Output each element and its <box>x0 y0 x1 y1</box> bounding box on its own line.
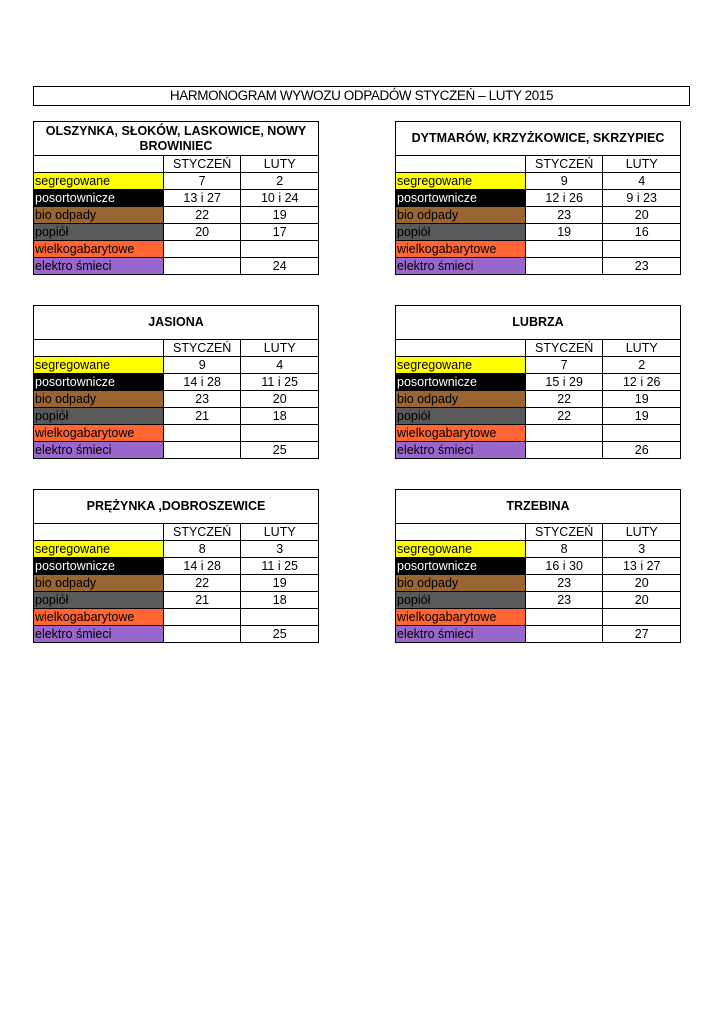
month-header-january: STYCZEŃ <box>525 524 603 541</box>
february-pickup-dates: 20 <box>603 575 681 592</box>
waste-category-label: segregowane <box>34 357 164 374</box>
january-pickup-dates: 12 i 26 <box>525 190 603 207</box>
february-pickup-dates: 24 <box>241 258 319 275</box>
january-pickup-dates: 21 <box>163 592 241 609</box>
blank-header-cell <box>34 340 164 357</box>
waste-category-label: popiół <box>396 592 526 609</box>
waste-category-label: popiół <box>396 224 526 241</box>
january-pickup-dates: 22 <box>163 207 241 224</box>
february-pickup-dates <box>603 241 681 258</box>
january-pickup-dates: 15 i 29 <box>525 374 603 391</box>
table-row <box>396 408 681 425</box>
january-pickup-dates: 14 i 28 <box>163 558 241 575</box>
january-pickup-dates <box>525 626 603 643</box>
february-pickup-dates: 20 <box>241 391 319 408</box>
january-pickup-dates <box>525 442 603 459</box>
table-row <box>396 241 681 258</box>
february-pickup-dates: 20 <box>603 592 681 609</box>
waste-category-label: popiół <box>34 408 164 425</box>
table-row <box>34 391 319 408</box>
january-pickup-dates: 23 <box>525 575 603 592</box>
january-pickup-dates: 23 <box>525 592 603 609</box>
table-row <box>396 609 681 626</box>
january-pickup-dates <box>525 241 603 258</box>
table-row <box>34 541 319 558</box>
blank-header-cell <box>396 524 526 541</box>
table-row <box>34 592 319 609</box>
month-header-february: LUTY <box>603 524 681 541</box>
waste-category-label: bio odpady <box>34 391 164 408</box>
table-row <box>396 592 681 609</box>
waste-category-label: elektro śmieci <box>34 626 164 643</box>
waste-category-label: segregowane <box>396 541 526 558</box>
waste-category-label: elektro śmieci <box>34 258 164 275</box>
february-pickup-dates: 16 <box>603 224 681 241</box>
february-pickup-dates: 3 <box>241 541 319 558</box>
february-pickup-dates: 10 i 24 <box>241 190 319 207</box>
waste-category-label: wielkogabarytowe <box>396 425 526 442</box>
february-pickup-dates: 23 <box>603 258 681 275</box>
february-pickup-dates <box>241 425 319 442</box>
february-pickup-dates: 3 <box>603 541 681 558</box>
waste-category-label: wielkogabarytowe <box>34 241 164 258</box>
table-row <box>396 173 681 190</box>
table-row <box>396 442 681 459</box>
table-row <box>34 442 319 459</box>
table-row <box>396 391 681 408</box>
january-pickup-dates: 23 <box>163 391 241 408</box>
february-pickup-dates: 11 i 25 <box>241 558 319 575</box>
february-pickup-dates: 12 i 26 <box>603 374 681 391</box>
waste-category-label: popiół <box>34 592 164 609</box>
table-row <box>34 224 319 241</box>
january-pickup-dates <box>163 241 241 258</box>
february-pickup-dates: 20 <box>603 207 681 224</box>
blank-header-cell <box>396 340 526 357</box>
january-pickup-dates <box>525 609 603 626</box>
february-pickup-dates: 11 i 25 <box>241 374 319 391</box>
january-pickup-dates: 22 <box>525 408 603 425</box>
january-pickup-dates: 19 <box>525 224 603 241</box>
february-pickup-dates: 19 <box>241 575 319 592</box>
waste-category-label: elektro śmieci <box>396 258 526 275</box>
blank-header-cell <box>396 156 526 173</box>
february-pickup-dates <box>603 609 681 626</box>
february-pickup-dates: 27 <box>603 626 681 643</box>
january-pickup-dates <box>163 609 241 626</box>
january-pickup-dates: 13 i 27 <box>163 190 241 207</box>
month-header-january: STYCZEŃ <box>163 156 241 173</box>
table-row <box>34 357 319 374</box>
table-row <box>396 425 681 442</box>
waste-category-label: bio odpady <box>34 575 164 592</box>
february-pickup-dates <box>241 241 319 258</box>
table-row <box>34 241 319 258</box>
table-row <box>34 173 319 190</box>
schedule-table <box>395 121 681 275</box>
location-name: DYTMARÓW, KRZYŻKOWICE, SKRZYPIEC <box>396 122 681 156</box>
month-header-january: STYCZEŃ <box>525 156 603 173</box>
table-row <box>34 575 319 592</box>
table-row <box>396 190 681 207</box>
waste-category-label: popiół <box>34 224 164 241</box>
table-row <box>396 374 681 391</box>
page-title: HARMONOGRAM WYWOZU ODPADÓW STYCZEŃ – LUTY 2015 <box>33 86 690 106</box>
waste-category-label: posortownicze <box>34 558 164 575</box>
schedule-table <box>395 489 681 643</box>
table-row <box>34 609 319 626</box>
waste-category-label: elektro śmieci <box>396 442 526 459</box>
table-row <box>396 258 681 275</box>
january-pickup-dates: 14 i 28 <box>163 374 241 391</box>
february-pickup-dates: 18 <box>241 408 319 425</box>
waste-category-label: elektro śmieci <box>34 442 164 459</box>
table-row <box>34 190 319 207</box>
february-pickup-dates: 18 <box>241 592 319 609</box>
february-pickup-dates: 19 <box>603 391 681 408</box>
waste-category-label: segregowane <box>34 541 164 558</box>
january-pickup-dates: 16 i 30 <box>525 558 603 575</box>
waste-category-label: bio odpady <box>396 207 526 224</box>
january-pickup-dates: 22 <box>525 391 603 408</box>
waste-category-label: segregowane <box>396 357 526 374</box>
table-row <box>34 258 319 275</box>
table-row <box>396 626 681 643</box>
february-pickup-dates: 2 <box>603 357 681 374</box>
waste-category-label: bio odpady <box>396 575 526 592</box>
location-name: PRĘŻYNKA ,DOBROSZEWICE <box>34 490 319 524</box>
month-header-february: LUTY <box>241 524 319 541</box>
blank-header-cell <box>34 156 164 173</box>
january-pickup-dates <box>163 425 241 442</box>
february-pickup-dates <box>241 609 319 626</box>
waste-category-label: bio odpady <box>396 391 526 408</box>
location-name: JASIONA <box>34 306 319 340</box>
table-row <box>34 374 319 391</box>
month-header-january: STYCZEŃ <box>163 524 241 541</box>
february-pickup-dates <box>603 425 681 442</box>
february-pickup-dates: 25 <box>241 442 319 459</box>
january-pickup-dates: 20 <box>163 224 241 241</box>
january-pickup-dates: 8 <box>525 541 603 558</box>
january-pickup-dates: 23 <box>525 207 603 224</box>
location-name: OLSZYNKA, SŁOKÓW, LASKOWICE, NOWY BROWINIEC <box>34 122 319 156</box>
waste-category-label: posortownicze <box>396 190 526 207</box>
february-pickup-dates: 25 <box>241 626 319 643</box>
february-pickup-dates: 4 <box>241 357 319 374</box>
waste-category-label: segregowane <box>34 173 164 190</box>
february-pickup-dates: 17 <box>241 224 319 241</box>
table-row <box>34 207 319 224</box>
january-pickup-dates: 8 <box>163 541 241 558</box>
february-pickup-dates: 13 i 27 <box>603 558 681 575</box>
waste-category-label: popiół <box>396 408 526 425</box>
table-row <box>34 425 319 442</box>
month-header-january: STYCZEŃ <box>163 340 241 357</box>
waste-category-label: segregowane <box>396 173 526 190</box>
location-name: LUBRZA <box>396 306 681 340</box>
month-header-february: LUTY <box>603 340 681 357</box>
february-pickup-dates: 9 i 23 <box>603 190 681 207</box>
waste-category-label: posortownicze <box>34 190 164 207</box>
waste-category-label: wielkogabarytowe <box>34 609 164 626</box>
january-pickup-dates: 7 <box>163 173 241 190</box>
january-pickup-dates <box>163 626 241 643</box>
february-pickup-dates: 26 <box>603 442 681 459</box>
waste-category-label: wielkogabarytowe <box>396 609 526 626</box>
table-row <box>396 224 681 241</box>
waste-category-label: wielkogabarytowe <box>396 241 526 258</box>
waste-category-label: bio odpady <box>34 207 164 224</box>
schedule-table <box>395 305 681 459</box>
january-pickup-dates: 9 <box>163 357 241 374</box>
schedule-table <box>33 489 319 643</box>
blank-header-cell <box>34 524 164 541</box>
waste-category-label: posortownicze <box>34 374 164 391</box>
month-header-february: LUTY <box>241 340 319 357</box>
january-pickup-dates <box>525 258 603 275</box>
schedule-table <box>33 305 319 459</box>
january-pickup-dates <box>163 258 241 275</box>
month-header-january: STYCZEŃ <box>525 340 603 357</box>
table-row <box>396 558 681 575</box>
table-row <box>396 541 681 558</box>
location-name: TRZEBINA <box>396 490 681 524</box>
table-row <box>34 626 319 643</box>
table-row <box>396 575 681 592</box>
january-pickup-dates <box>163 442 241 459</box>
table-row <box>396 357 681 374</box>
month-header-february: LUTY <box>241 156 319 173</box>
february-pickup-dates: 2 <box>241 173 319 190</box>
january-pickup-dates <box>525 425 603 442</box>
table-row <box>34 408 319 425</box>
waste-category-label: elektro śmieci <box>396 626 526 643</box>
month-header-february: LUTY <box>603 156 681 173</box>
february-pickup-dates: 19 <box>603 408 681 425</box>
waste-category-label: posortownicze <box>396 558 526 575</box>
table-row <box>34 558 319 575</box>
table-row <box>396 207 681 224</box>
january-pickup-dates: 22 <box>163 575 241 592</box>
february-pickup-dates: 4 <box>603 173 681 190</box>
february-pickup-dates: 19 <box>241 207 319 224</box>
january-pickup-dates: 7 <box>525 357 603 374</box>
waste-category-label: posortownicze <box>396 374 526 391</box>
waste-category-label: wielkogabarytowe <box>34 425 164 442</box>
january-pickup-dates: 9 <box>525 173 603 190</box>
january-pickup-dates: 21 <box>163 408 241 425</box>
schedule-table <box>33 121 319 275</box>
